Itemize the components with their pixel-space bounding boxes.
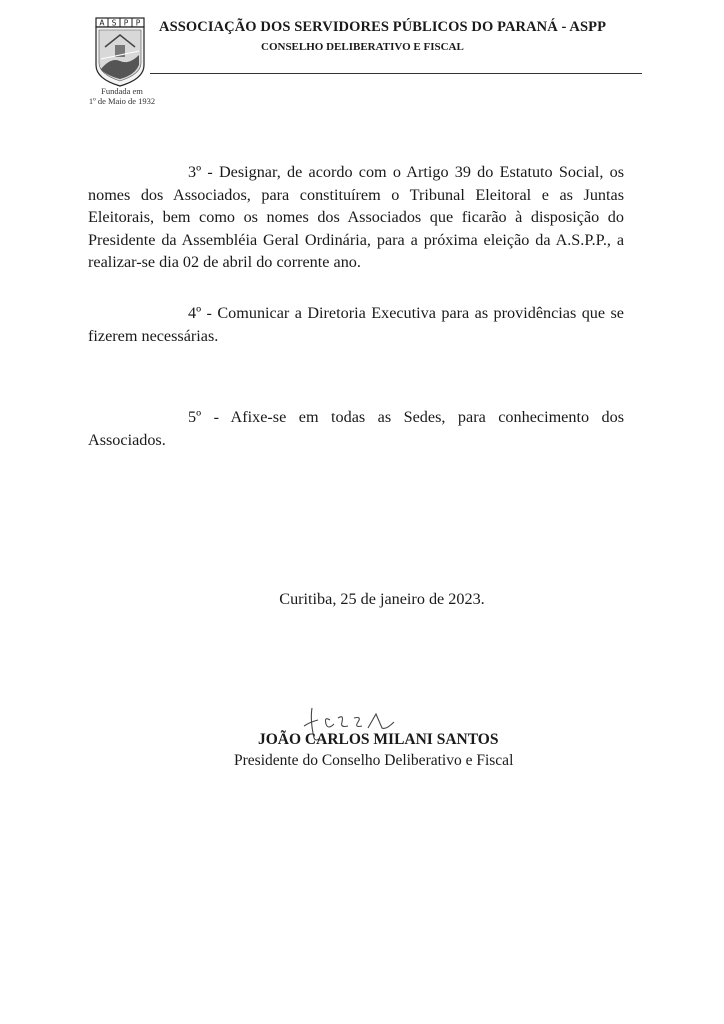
header-divider <box>150 73 642 74</box>
signer-role: Presidente do Conselho Deliberativo e Fiscal <box>234 752 514 769</box>
council-name: CONSELHO DELIBERATIVO E FISCAL <box>261 41 464 53</box>
signer-name: JOÃO CARLOS MILANI SANTOS <box>258 731 499 748</box>
item-3-paragraph: 3º - Designar, de acordo com o Artigo 39 do Estatuto Social, os nomes dos Associados, para constituírem o Tribunal Eleitoral e as Juntas Eleitorais, bem como os nomes dos Associados que ficarão à disposição do Presidente da Assembléia Geral Ordinária, para a próxima eleição da A.S.P.P., a realizar-se dia 02 de abril do corrente ano. <box>88 163 624 271</box>
aspp-logo <box>95 17 145 87</box>
founded-note <box>72 86 172 106</box>
founded-line-1: Fundada em <box>101 86 143 96</box>
item-4-paragraph: 4º - Comunicar a Diretoria Executiva para as providências que se fizerem necessárias. <box>88 304 624 345</box>
svg-text:A: A <box>99 18 105 28</box>
svg-text:S: S <box>111 18 117 28</box>
item-5-paragraph: 5º - Afixe-se em todas as Sedes, para conhecimento dos Associados. <box>88 408 624 449</box>
svg-text:P: P <box>123 18 129 28</box>
date-line: Curitiba, 25 de janeiro de 2023. <box>279 590 485 608</box>
svg-text:P: P <box>135 18 141 28</box>
founded-line-2: 1º de Maio de 1932 <box>88 96 156 106</box>
organization-name: ASSOCIAÇÃO DOS SERVIDORES PÚBLICOS DO PARANÁ - ASPP <box>159 19 607 35</box>
